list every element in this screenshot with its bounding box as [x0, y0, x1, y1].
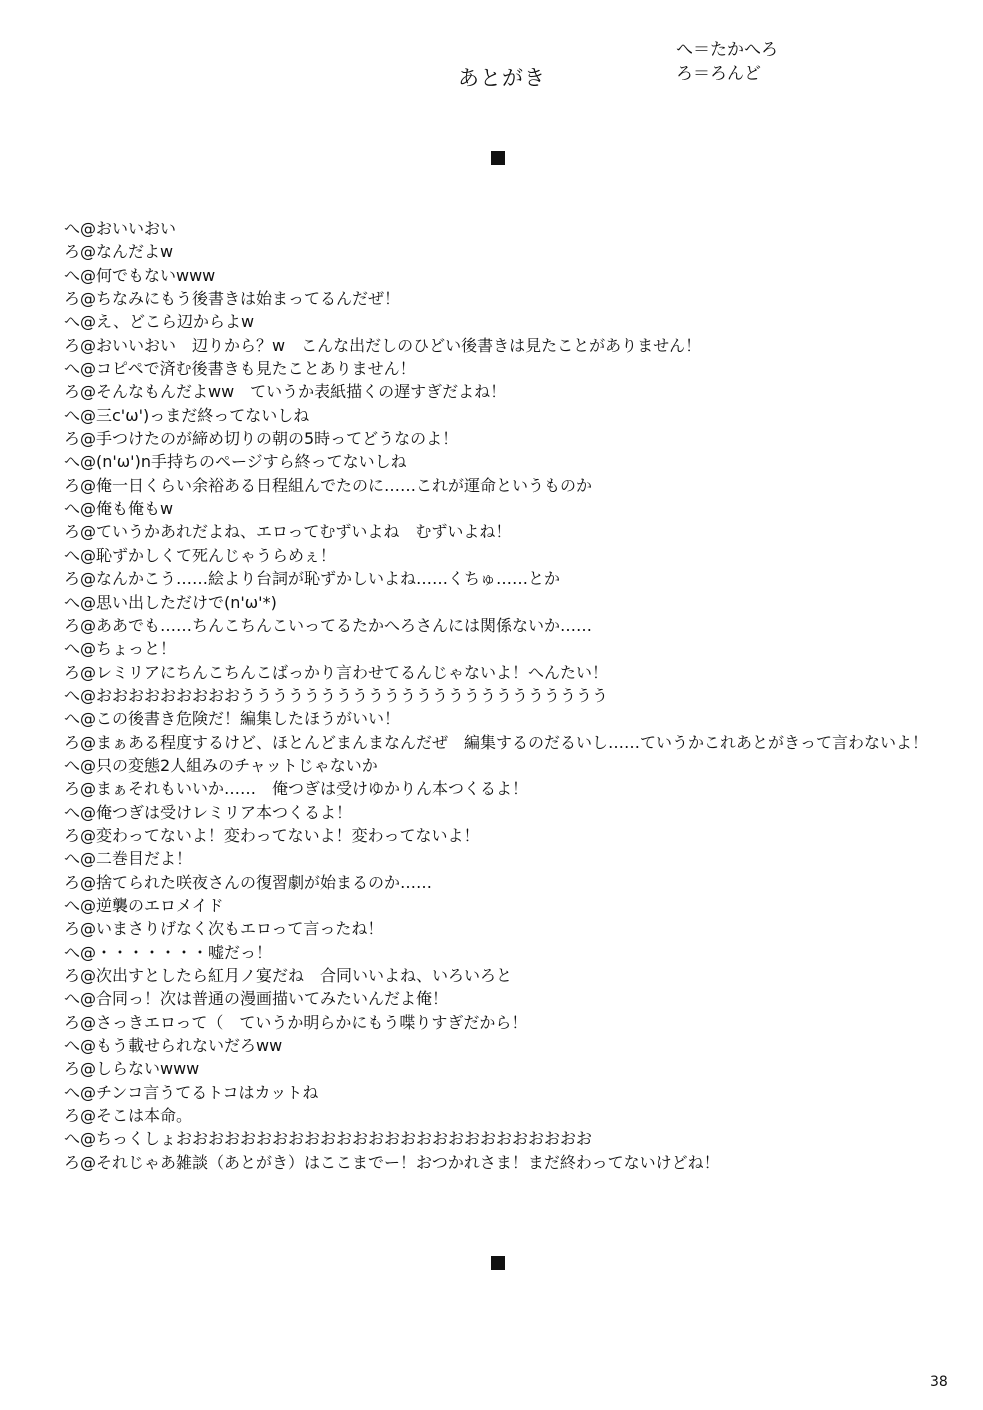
dialogue-line: へ@この後書き危険だ！編集したほうがいい！ — [64, 709, 401, 729]
dialogue-line: へ@おいいおい — [64, 219, 177, 238]
dialogue-line: へ@え、どこら辺からよw — [64, 312, 255, 332]
dialogue-line: へ@三c'ω')っまだ終ってないしね — [64, 405, 310, 425]
dialogue-line: ろ@そこは本命。 — [64, 1106, 193, 1126]
dialogue-line: ろ@さっきエロって（ ていうか明らかにもう喋りすぎだから！ — [64, 1012, 528, 1032]
dialogue-line: ろ@まぁある程度するけど、ほとんどまんまなんだぜ 編集するのだるいし……ていうかこれあとがきって言わないよ！ — [64, 732, 929, 752]
section-marker-bottom — [491, 1256, 505, 1270]
dialogue-line: へ@(n'ω')n手持ちのページすら終ってないしね — [64, 452, 407, 472]
dialogue-line: ろ@次出すとしたら紅月ノ宴だね 合同いいよね、いろいろと — [64, 966, 513, 985]
dialogue-line: へ@只の変態2人組みのチャットじゃないか — [64, 755, 378, 775]
dialogue-line: へ@俺つぎは受けレミリア本つくるよ！ — [64, 802, 353, 822]
dialogue-line: ろ@ていうかあれだよね、エロってむずいよね むずいよね！ — [64, 522, 512, 542]
dialogue-line: へ@何でもないwww — [64, 265, 216, 285]
dialogue-line: ろ@なんかこう……絵より台詞が恥ずかしいよね……くちゅ……とか — [64, 569, 561, 589]
dialogue-line: ろ@ちなみにもう後書きは始まってるんだぜ！ — [64, 289, 401, 309]
dialogue-line: へ@二巻目だよ！ — [64, 849, 193, 869]
dialogue-line: へ@逆襲のエロメイド — [64, 895, 224, 915]
dialogue-line: ろ@捨てられた咲夜さんの復習劇が始まるのか…… — [64, 872, 433, 892]
dialogue-line: へ@おおおおおおおおおううううううううううううううううううううううう — [64, 685, 609, 705]
dialogue-line: ろ@おいいおい 辺りから？w こんな出だしのひどい後書きは見たことがありません！ — [64, 335, 702, 355]
speaker-legend — [676, 38, 778, 86]
dialogue-line: ろ@いまさりげなく次もエロって言ったね！ — [64, 919, 384, 939]
dialogue-line: ろ@しらないwww — [64, 1059, 200, 1079]
dialogue-line: へ@思い出しただけで(n'ω'*) — [64, 592, 277, 612]
dialogue-line: へ@ちょっと！ — [64, 639, 177, 659]
dialogue-line: ろ@手つけたのが締め切りの朝の5時ってどうなのよ！ — [64, 429, 459, 449]
dialogue-list — [64, 217, 944, 1174]
dialogue-line: ろ@それじゃあ雑談（あとがき）はここまでー！おつかれさま！まだ終わってないけどね！ — [64, 1152, 720, 1172]
dialogue-line: ろ@なんだよw — [64, 242, 174, 262]
dialogue-line: ろ@ああでも……ちんこちんこいってるたかへろさんには関係ないか…… — [64, 615, 593, 635]
dialogue-line: ろ@レミリアにちんこちんこばっかり言わせてるんじゃないよ！へんたい！ — [64, 662, 609, 682]
dialogue-line: ろ@俺一日くらい余裕ある日程組んでたのに……これが運命というものか — [64, 475, 593, 495]
dialogue-line: ろ@変わってないよ！変わってないよ！変わってないよ！ — [64, 825, 480, 845]
legend-ro: ろ＝ろんど — [676, 64, 761, 84]
dialogue-line: へ@恥ずかしくて死んじゃうらめぇ！ — [64, 545, 336, 565]
dialogue-line: へ@・・・・・・・嘘だっ！ — [64, 942, 273, 962]
page-title: あとがき — [458, 66, 546, 90]
page-number: 38 — [930, 1374, 948, 1390]
dialogue-line: へ@俺も俺もw — [64, 499, 174, 519]
dialogue-line: へ@チンコ言うてるトコはカットね — [64, 1082, 319, 1102]
dialogue-line: へ@もう載せられないだろww — [64, 1036, 283, 1056]
dialogue-line: へ@合同っ！次は普通の漫画描いてみたいんだよ俺！ — [64, 989, 449, 1009]
dialogue-line: ろ@そんなもんだよww ていうか表紙描くの遅すぎだよね！ — [64, 382, 507, 402]
section-marker-top — [491, 151, 505, 165]
dialogue-line: へ@コピペで済む後書きも見たことありません！ — [64, 359, 416, 379]
legend-he: へ＝たかへろ — [676, 40, 778, 60]
dialogue-line: ろ@まぁそれもいいか…… 俺つぎは受けゆかりん本つくるよ！ — [64, 779, 529, 799]
dialogue-line: へ@ちっくしょおおおおおおおおおおおおおおおおおおおおおおおおおお — [64, 1129, 593, 1149]
